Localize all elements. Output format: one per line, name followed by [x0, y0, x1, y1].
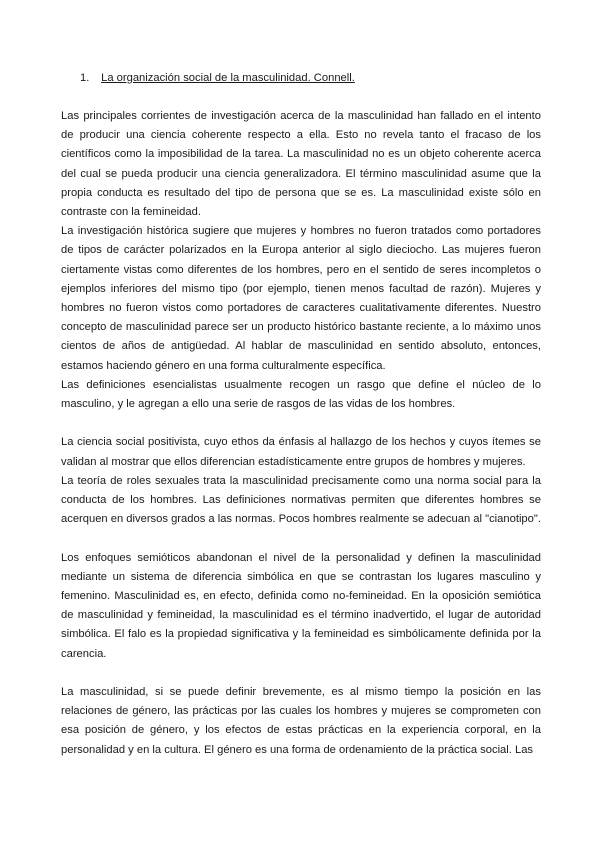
body-text — [61, 107, 541, 760]
paragraph-research-currents: Las principales corrientes de investigación acerca de la masculinidad han fallado en el intento de producir una ciencia coherente respecto a ella. Esto no revela tanto el fracaso de los científicos como la imposibilidad de la tarea. La masculinidad no es un objeto coherente acerca del cual se pueda producir una ciencia generalizadora. El término masculinidad asume que la propia conducta es resultado del tipo de persona que se es. La masculinidad existe sólo en contraste con la femineidad. — [61, 110, 541, 219]
section-number: 1. — [80, 72, 90, 84]
paragraph-semiotic-approaches: Los enfoques semióticos abandonan el nivel de la personalidad y definen la masculinidad mediante un sistema de diferencia simbólica en que se contrastan los lugares masculino y femenino. Masculinidad es, en efecto, definida como no-femineidad. En la oposición semiótica de masculinidad y femineidad, la masculinidad es el término inadvertido, el lugar de autoridad simbólica. El falo es la propiedad significativa y la femineidad es simbólicamente definida por la carencia. — [61, 551, 541, 660]
paragraph-sex-role-theory: La teoría de roles sexuales trata la masculinidad precisamente como una norma social para la conducta de los hombres. Las definiciones normativas permiten que diferentes hombres se acerquen en diversos grados a las normas. Pocos hombres realmente se adecuan al "cianotipo". — [61, 474, 541, 526]
section-title: La organización social de la masculinidad. Connell. — [101, 72, 355, 84]
paragraph-masculinity-definition: La masculinidad, si se puede definir brevemente, es al mismo tiempo la posición en las relaciones de género, las prácticas por las cuales los hombres y mujeres se comprometen con esa posición de género, y los efectos de estas prácticas en la experiencia corporal, en la personalidad y en la cultura. El género es una forma de ordenamiento de la práctica social. Las — [61, 686, 541, 756]
paragraph-positivist-science: La ciencia social positivista, cuyo ethos da énfasis al hallazgo de los hechos y cuyos ítemes se validan al mostrar que ellos diferencian estadísticamente entre grupos de hombres y mujeres. — [61, 436, 541, 468]
paragraph-historical-research: La investigación histórica sugiere que mujeres y hombres no fueron tratados como portadores de tipos de carácter polarizados en la Europa anterior al siglo dieciocho. Las mujeres fueron ciertamente vistas como diferentes de los hombres, pero en el sentido de seres incompletos o ejemplos inferiores del mismo tipo (por ejemplo, tienen menos facultad de razón). Mujeres y hombres no fueron vistos como portadores de caracteres cualitativamente diferentes. Nuestro concepto de masculinidad parece ser un producto histórico bastante reciente, a lo máximo unos cientos de años de antigüedad. Al hablar de masculinidad en sentido absoluto, entonces, estamos haciendo género en una forma culturalmente específica. — [61, 225, 541, 372]
paragraph-essentialist-definitions: Las definiciones esencialistas usualmente recogen un rasgo que define el núcleo de lo masculino, y le agregan a ello una serie de rasgos de las vidas de los hombres. — [61, 378, 541, 411]
section-heading — [80, 70, 355, 86]
